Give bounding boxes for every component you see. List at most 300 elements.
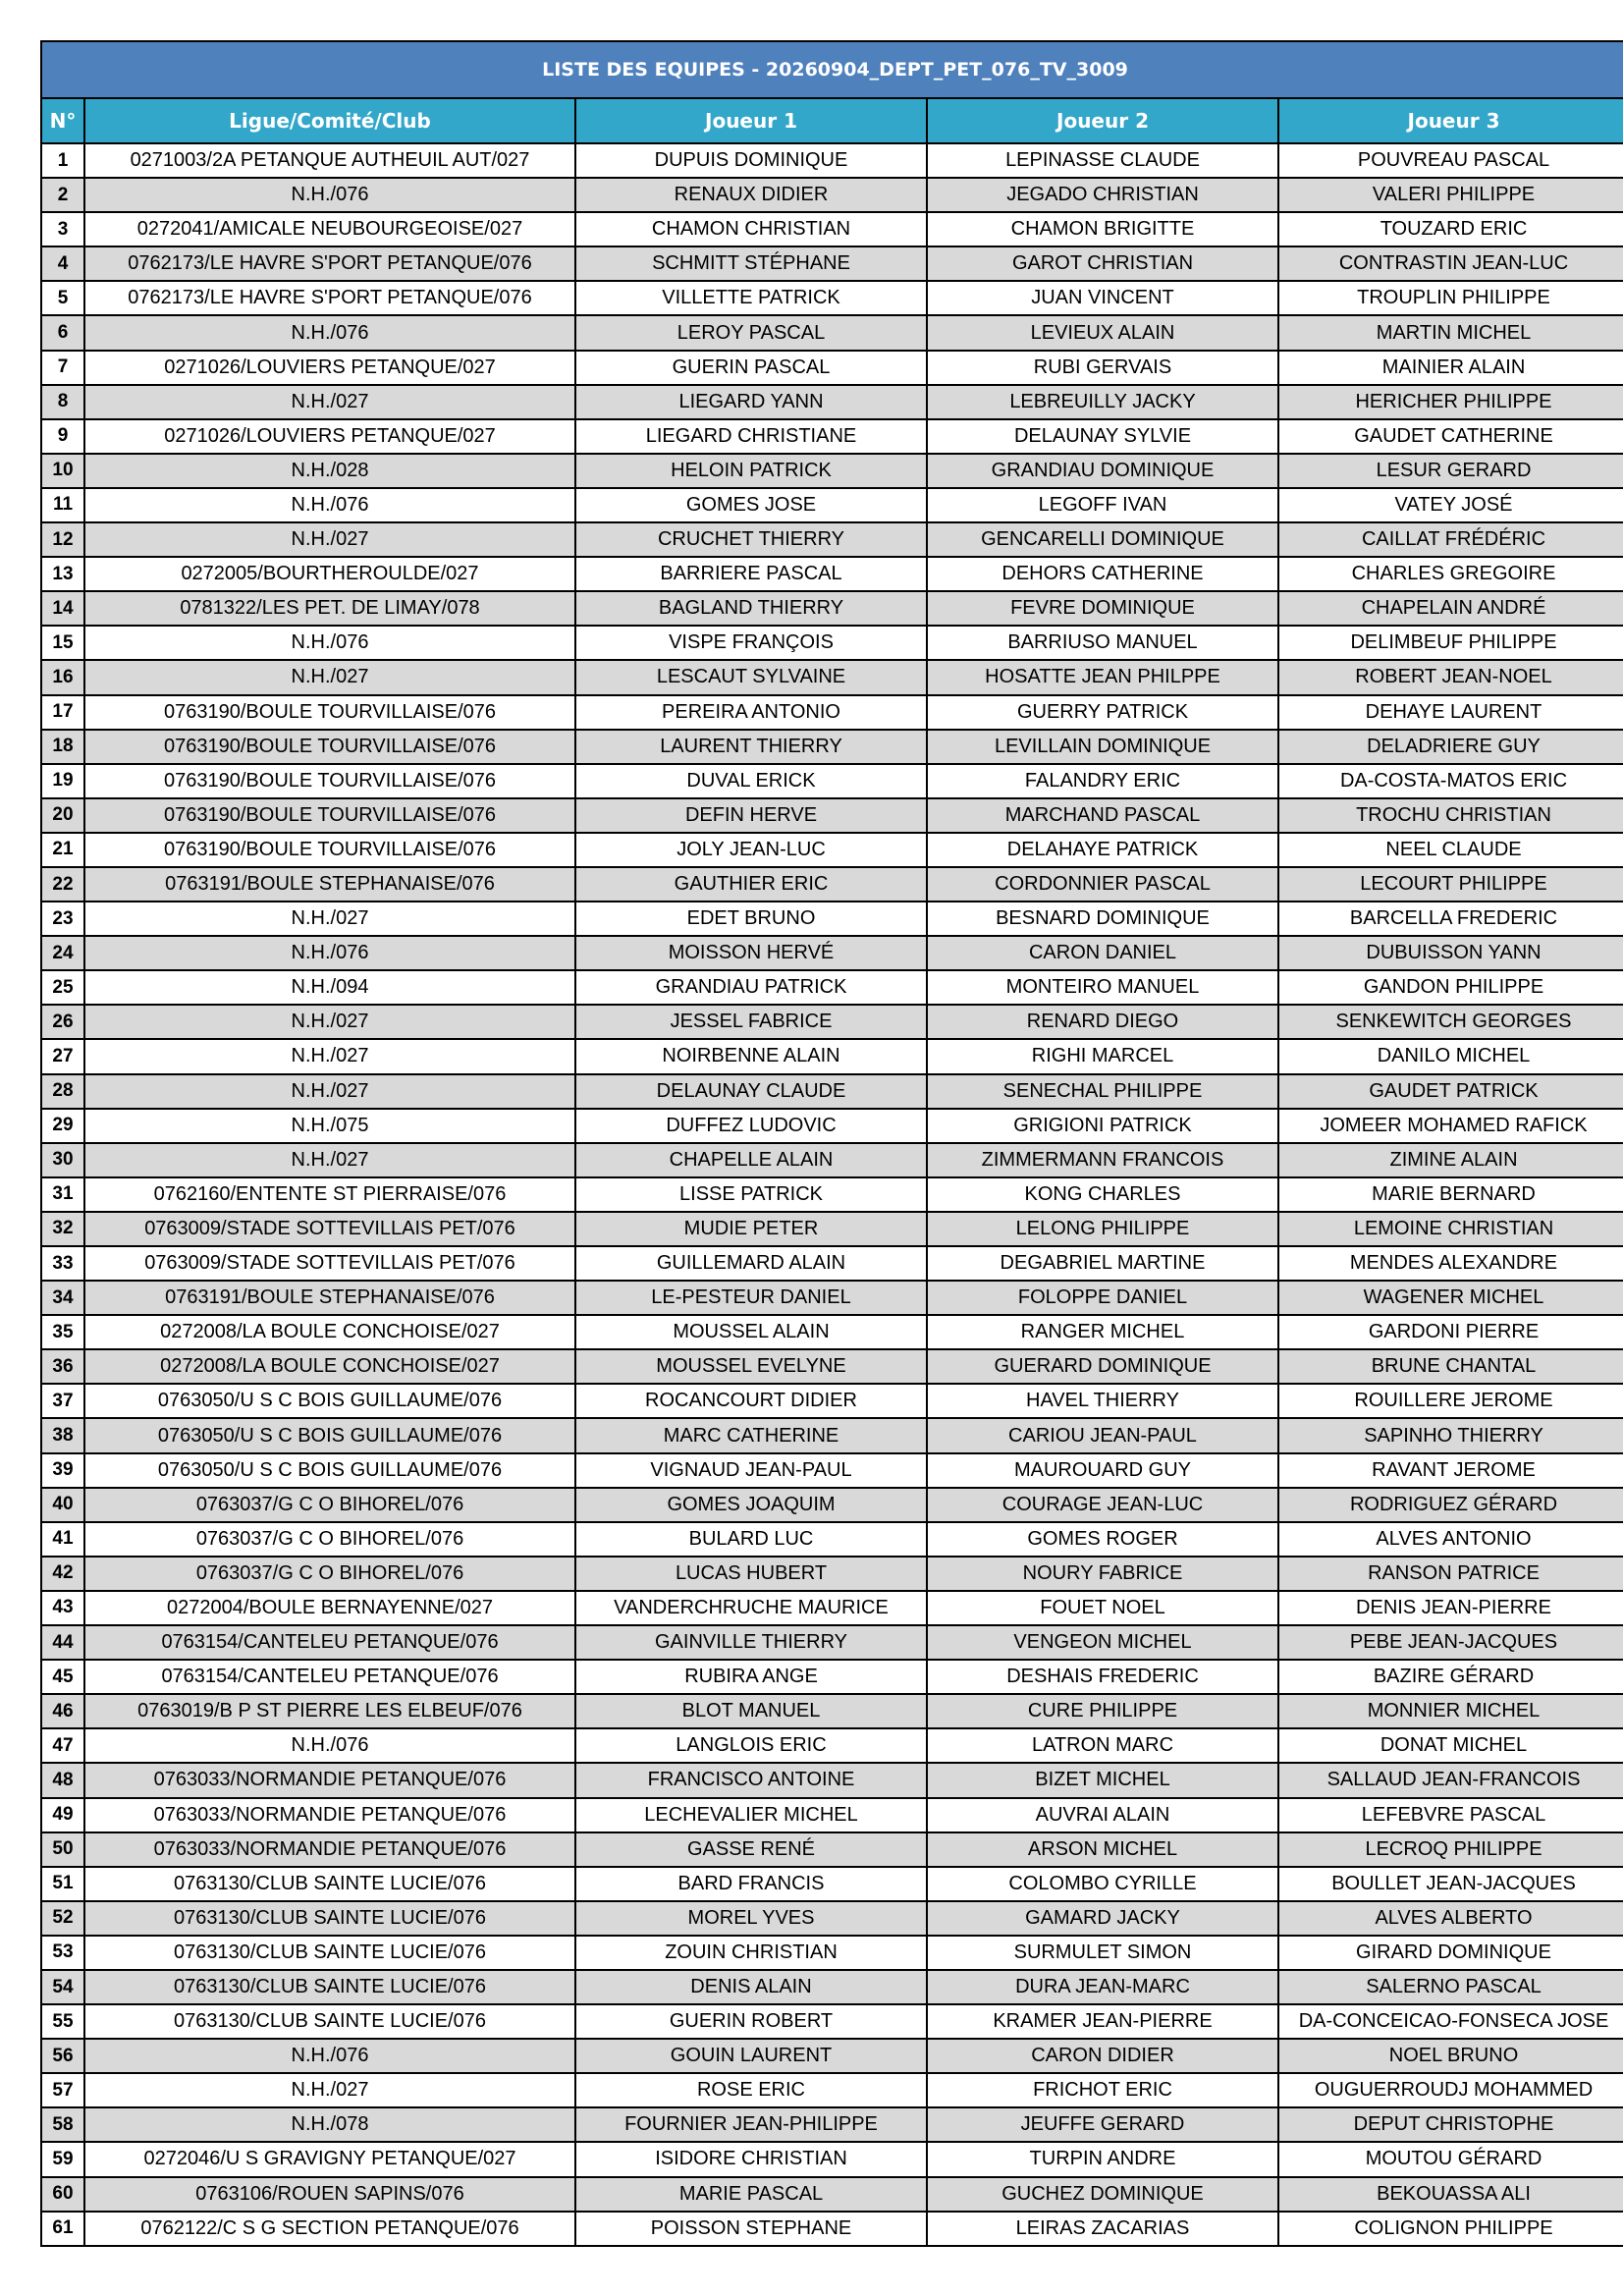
table-row: [41, 315, 1623, 350]
player-3-cell: TROUPLIN PHILIPPE: [1278, 281, 1623, 315]
club-cell: N.H./076: [84, 315, 575, 350]
club-cell: N.H./078: [84, 2107, 575, 2142]
table-row: [41, 1591, 1623, 1625]
player-2-cell: BARRIUSO MANUEL: [927, 626, 1278, 660]
table-row: [41, 246, 1623, 281]
row-number: 8: [41, 385, 84, 419]
row-number: 60: [41, 2177, 84, 2212]
row-number: 32: [41, 1212, 84, 1246]
table-row: [41, 2142, 1623, 2176]
row-number: 44: [41, 1625, 84, 1660]
player-3-cell: DELIMBEUF PHILIPPE: [1278, 626, 1623, 660]
player-1-cell: RUBIRA ANGE: [575, 1660, 927, 1694]
player-3-cell: VALERI PHILIPPE: [1278, 178, 1623, 212]
club-cell: N.H./076: [84, 2039, 575, 2073]
table-row: [41, 522, 1623, 557]
player-3-cell: SAPINHO THIERRY: [1278, 1418, 1623, 1452]
player-1-cell: GOUIN LAURENT: [575, 2039, 927, 2073]
player-1-cell: JESSEL FABRICE: [575, 1005, 927, 1039]
column-header-player-3: Joueur 3: [1278, 98, 1623, 143]
player-3-cell: CONTRASTIN JEAN-LUC: [1278, 246, 1623, 281]
table-row: [41, 2004, 1623, 2039]
player-3-cell: RAVANT JEROME: [1278, 1453, 1623, 1488]
player-3-cell: NEEL CLAUDE: [1278, 833, 1623, 867]
table-row: [41, 1867, 1623, 1901]
player-3-cell: MARTIN MICHEL: [1278, 315, 1623, 350]
club-cell: 0763033/NORMANDIE PETANQUE/076: [84, 1832, 575, 1867]
table-row: [41, 867, 1623, 902]
club-cell: 0272041/AMICALE NEUBOURGEOISE/027: [84, 212, 575, 246]
table-row: [41, 660, 1623, 694]
row-number: 49: [41, 1798, 84, 1832]
row-number: 46: [41, 1694, 84, 1728]
club-cell: N.H./027: [84, 1143, 575, 1177]
club-cell: N.H./075: [84, 1109, 575, 1143]
player-3-cell: MONNIER MICHEL: [1278, 1694, 1623, 1728]
player-3-cell: GAUDET PATRICK: [1278, 1074, 1623, 1109]
club-cell: 0272004/BOULE BERNAYENNE/027: [84, 1591, 575, 1625]
club-cell: 0272005/BOURTHEROULDE/027: [84, 557, 575, 591]
row-number: 41: [41, 1522, 84, 1557]
table-row: [41, 730, 1623, 764]
player-1-cell: EDET BRUNO: [575, 902, 927, 936]
table-row: [41, 1522, 1623, 1557]
table-row: [41, 419, 1623, 454]
player-3-cell: CHAPELAIN ANDRÉ: [1278, 591, 1623, 626]
player-2-cell: LEPINASSE CLAUDE: [927, 143, 1278, 178]
table-row: [41, 1143, 1623, 1177]
player-3-cell: GANDON PHILIPPE: [1278, 970, 1623, 1005]
table-row: [41, 1901, 1623, 1936]
row-number: 12: [41, 522, 84, 557]
club-cell: N.H./076: [84, 936, 575, 970]
table-row: [41, 1418, 1623, 1452]
player-3-cell: RODRIGUEZ GÉRARD: [1278, 1488, 1623, 1522]
row-number: 27: [41, 1039, 84, 1073]
row-number: 57: [41, 2073, 84, 2107]
club-cell: 0763154/CANTELEU PETANQUE/076: [84, 1625, 575, 1660]
player-2-cell: LEGOFF IVAN: [927, 488, 1278, 522]
player-1-cell: LEROY PASCAL: [575, 315, 927, 350]
player-2-cell: TURPIN ANDRE: [927, 2142, 1278, 2176]
player-3-cell: SENKEWITCH GEORGES: [1278, 1005, 1623, 1039]
table-row: [41, 1488, 1623, 1522]
table-row: [41, 1660, 1623, 1694]
table-row: [41, 2039, 1623, 2073]
player-1-cell: RENAUX DIDIER: [575, 178, 927, 212]
club-cell: 0763190/BOULE TOURVILLAISE/076: [84, 764, 575, 798]
table-row: [41, 1970, 1623, 2004]
row-number: 33: [41, 1246, 84, 1281]
table-row: [41, 143, 1623, 178]
row-number: 13: [41, 557, 84, 591]
player-2-cell: GUERARD DOMINIQUE: [927, 1349, 1278, 1384]
player-1-cell: JOLY JEAN-LUC: [575, 833, 927, 867]
player-3-cell: CHARLES GREGOIRE: [1278, 557, 1623, 591]
player-1-cell: LUCAS HUBERT: [575, 1557, 927, 1591]
player-3-cell: MENDES ALEXANDRE: [1278, 1246, 1623, 1281]
club-cell: 0763190/BOULE TOURVILLAISE/076: [84, 833, 575, 867]
header-row: [41, 98, 1623, 143]
player-1-cell: POISSON STEPHANE: [575, 2212, 927, 2246]
row-number: 10: [41, 454, 84, 488]
player-3-cell: BOULLET JEAN-JACQUES: [1278, 1867, 1623, 1901]
player-1-cell: LESCAUT SYLVAINE: [575, 660, 927, 694]
table-row: [41, 1074, 1623, 1109]
player-1-cell: GRANDIAU PATRICK: [575, 970, 927, 1005]
player-3-cell: RANSON PATRICE: [1278, 1557, 1623, 1591]
player-1-cell: BARRIERE PASCAL: [575, 557, 927, 591]
row-number: 35: [41, 1315, 84, 1349]
table-row: [41, 454, 1623, 488]
club-cell: 0762173/LE HAVRE S'PORT PETANQUE/076: [84, 281, 575, 315]
player-3-cell: VATEY JOSÉ: [1278, 488, 1623, 522]
club-cell: N.H./027: [84, 1074, 575, 1109]
player-1-cell: MARC CATHERINE: [575, 1418, 927, 1452]
club-cell: N.H./027: [84, 2073, 575, 2107]
player-3-cell: BRUNE CHANTAL: [1278, 1349, 1623, 1384]
row-number: 55: [41, 2004, 84, 2039]
row-number: 25: [41, 970, 84, 1005]
club-cell: 0763037/G C O BIHOREL/076: [84, 1557, 575, 1591]
player-3-cell: OUGUERROUDJ MOHAMMED: [1278, 2073, 1623, 2107]
club-cell: 0271026/LOUVIERS PETANQUE/027: [84, 351, 575, 385]
player-2-cell: CHAMON BRIGITTE: [927, 212, 1278, 246]
teams-table: [40, 40, 1623, 2247]
column-header-player-2: Joueur 2: [927, 98, 1278, 143]
player-2-cell: GOMES ROGER: [927, 1522, 1278, 1557]
player-3-cell: ALVES ANTONIO: [1278, 1522, 1623, 1557]
player-2-cell: JUAN VINCENT: [927, 281, 1278, 315]
row-number: 38: [41, 1418, 84, 1452]
row-number: 31: [41, 1177, 84, 1212]
row-number: 45: [41, 1660, 84, 1694]
player-3-cell: BEKOUASSA ALI: [1278, 2177, 1623, 2212]
club-cell: N.H./027: [84, 1005, 575, 1039]
row-number: 53: [41, 1936, 84, 1970]
club-cell: 0763154/CANTELEU PETANQUE/076: [84, 1660, 575, 1694]
club-cell: N.H./076: [84, 488, 575, 522]
player-1-cell: GOMES JOSE: [575, 488, 927, 522]
player-1-cell: LIEGARD YANN: [575, 385, 927, 419]
player-3-cell: BAZIRE GÉRARD: [1278, 1660, 1623, 1694]
table-row: [41, 1763, 1623, 1797]
player-1-cell: CHAMON CHRISTIAN: [575, 212, 927, 246]
player-3-cell: ALVES ALBERTO: [1278, 1901, 1623, 1936]
player-2-cell: AUVRAI ALAIN: [927, 1798, 1278, 1832]
player-3-cell: WAGENER MICHEL: [1278, 1281, 1623, 1315]
player-2-cell: CARON DANIEL: [927, 936, 1278, 970]
player-2-cell: FRICHOT ERIC: [927, 2073, 1278, 2107]
club-cell: 0763019/B P ST PIERRE LES ELBEUF/076: [84, 1694, 575, 1728]
player-2-cell: SURMULET SIMON: [927, 1936, 1278, 1970]
row-number: 3: [41, 212, 84, 246]
club-cell: 0763106/ROUEN SAPINS/076: [84, 2177, 575, 2212]
player-2-cell: DEHORS CATHERINE: [927, 557, 1278, 591]
row-number: 58: [41, 2107, 84, 2142]
player-1-cell: FOURNIER JEAN-PHILIPPE: [575, 2107, 927, 2142]
club-cell: 0763050/U S C BOIS GUILLAUME/076: [84, 1384, 575, 1418]
player-3-cell: SALLAUD JEAN-FRANCOIS: [1278, 1763, 1623, 1797]
club-cell: 0763033/NORMANDIE PETANQUE/076: [84, 1763, 575, 1797]
player-3-cell: DA-CONCEICAO-FONSECA JOSE: [1278, 2004, 1623, 2039]
club-cell: N.H./027: [84, 660, 575, 694]
table-row: [41, 1694, 1623, 1728]
player-2-cell: MAUROUARD GUY: [927, 1453, 1278, 1488]
player-2-cell: ARSON MICHEL: [927, 1832, 1278, 1867]
player-3-cell: LEFEBVRE PASCAL: [1278, 1798, 1623, 1832]
table-row: [41, 178, 1623, 212]
player-1-cell: VIGNAUD JEAN-PAUL: [575, 1453, 927, 1488]
player-3-cell: CAILLAT FRÉDÉRIC: [1278, 522, 1623, 557]
player-3-cell: ROUILLERE JEROME: [1278, 1384, 1623, 1418]
row-number: 18: [41, 730, 84, 764]
club-cell: 0763130/CLUB SAINTE LUCIE/076: [84, 1936, 575, 1970]
row-number: 52: [41, 1901, 84, 1936]
player-2-cell: LEBREUILLY JACKY: [927, 385, 1278, 419]
club-cell: N.H./076: [84, 178, 575, 212]
player-2-cell: LEIRAS ZACARIAS: [927, 2212, 1278, 2246]
club-cell: 0763009/STADE SOTTEVILLAIS PET/076: [84, 1212, 575, 1246]
player-1-cell: MOISSON HERVÉ: [575, 936, 927, 970]
player-3-cell: BARCELLA FREDERIC: [1278, 902, 1623, 936]
club-cell: N.H./027: [84, 522, 575, 557]
table-row: [41, 1212, 1623, 1246]
player-1-cell: DUFFEZ LUDOVIC: [575, 1109, 927, 1143]
player-1-cell: GUILLEMARD ALAIN: [575, 1246, 927, 1281]
row-number: 4: [41, 246, 84, 281]
player-3-cell: LESUR GERARD: [1278, 454, 1623, 488]
row-number: 17: [41, 695, 84, 730]
player-1-cell: GAUTHIER ERIC: [575, 867, 927, 902]
player-2-cell: HAVEL THIERRY: [927, 1384, 1278, 1418]
row-number: 51: [41, 1867, 84, 1901]
player-1-cell: VANDERCHRUCHE MAURICE: [575, 1591, 927, 1625]
row-number: 24: [41, 936, 84, 970]
club-cell: 0763130/CLUB SAINTE LUCIE/076: [84, 2004, 575, 2039]
club-cell: 0762173/LE HAVRE S'PORT PETANQUE/076: [84, 246, 575, 281]
player-1-cell: HELOIN PATRICK: [575, 454, 927, 488]
row-number: 54: [41, 1970, 84, 2004]
player-2-cell: LEVILLAIN DOMINIQUE: [927, 730, 1278, 764]
player-2-cell: DURA JEAN-MARC: [927, 1970, 1278, 2004]
club-cell: 0763050/U S C BOIS GUILLAUME/076: [84, 1418, 575, 1452]
row-number: 36: [41, 1349, 84, 1384]
player-2-cell: RIGHI MARCEL: [927, 1039, 1278, 1073]
table-row: [41, 212, 1623, 246]
table-row: [41, 798, 1623, 833]
row-number: 59: [41, 2142, 84, 2176]
player-2-cell: GUERRY PATRICK: [927, 695, 1278, 730]
club-cell: 0763037/G C O BIHOREL/076: [84, 1522, 575, 1557]
player-3-cell: TOUZARD ERIC: [1278, 212, 1623, 246]
player-1-cell: GASSE RENÉ: [575, 1832, 927, 1867]
player-2-cell: KONG CHARLES: [927, 1177, 1278, 1212]
club-cell: 0762122/C S G SECTION PETANQUE/076: [84, 2212, 575, 2246]
row-number: 40: [41, 1488, 84, 1522]
player-2-cell: FOLOPPE DANIEL: [927, 1281, 1278, 1315]
player-1-cell: ROCANCOURT DIDIER: [575, 1384, 927, 1418]
row-number: 43: [41, 1591, 84, 1625]
row-number: 50: [41, 1832, 84, 1867]
player-3-cell: PEBE JEAN-JACQUES: [1278, 1625, 1623, 1660]
row-number: 15: [41, 626, 84, 660]
row-number: 5: [41, 281, 84, 315]
player-1-cell: DENIS ALAIN: [575, 1970, 927, 2004]
player-2-cell: LATRON MARC: [927, 1728, 1278, 1763]
player-3-cell: GIRARD DOMINIQUE: [1278, 1936, 1623, 1970]
player-3-cell: DENIS JEAN-PIERRE: [1278, 1591, 1623, 1625]
player-3-cell: DANILO MICHEL: [1278, 1039, 1623, 1073]
player-1-cell: LAURENT THIERRY: [575, 730, 927, 764]
row-number: 47: [41, 1728, 84, 1763]
player-2-cell: RANGER MICHEL: [927, 1315, 1278, 1349]
player-1-cell: ZOUIN CHRISTIAN: [575, 1936, 927, 1970]
row-number: 1: [41, 143, 84, 178]
table-row: [41, 2107, 1623, 2142]
player-1-cell: MOUSSEL EVELYNE: [575, 1349, 927, 1384]
player-2-cell: COURAGE JEAN-LUC: [927, 1488, 1278, 1522]
table-row: [41, 557, 1623, 591]
table-row: [41, 281, 1623, 315]
row-number: 20: [41, 798, 84, 833]
row-number: 37: [41, 1384, 84, 1418]
player-2-cell: BESNARD DOMINIQUE: [927, 902, 1278, 936]
club-cell: 0763050/U S C BOIS GUILLAUME/076: [84, 1453, 575, 1488]
player-1-cell: VISPE FRANÇOIS: [575, 626, 927, 660]
table-row: [41, 2212, 1623, 2246]
table-row: [41, 902, 1623, 936]
player-3-cell: JOMEER MOHAMED RAFICK: [1278, 1109, 1623, 1143]
player-2-cell: CARIOU JEAN-PAUL: [927, 1418, 1278, 1452]
table-row: [41, 1005, 1623, 1039]
club-cell: 0272008/LA BOULE CONCHOISE/027: [84, 1349, 575, 1384]
club-cell: N.H./028: [84, 454, 575, 488]
player-2-cell: GRIGIONI PATRICK: [927, 1109, 1278, 1143]
player-1-cell: DUPUIS DOMINIQUE: [575, 143, 927, 178]
player-3-cell: POUVREAU PASCAL: [1278, 143, 1623, 178]
player-1-cell: GAINVILLE THIERRY: [575, 1625, 927, 1660]
row-number: 2: [41, 178, 84, 212]
player-2-cell: FEVRE DOMINIQUE: [927, 591, 1278, 626]
row-number: 56: [41, 2039, 84, 2073]
club-cell: N.H./027: [84, 1039, 575, 1073]
table-row: [41, 1039, 1623, 1073]
table-row: [41, 1453, 1623, 1488]
club-cell: 0763191/BOULE STEPHANAISE/076: [84, 867, 575, 902]
player-1-cell: CRUCHET THIERRY: [575, 522, 927, 557]
row-number: 29: [41, 1109, 84, 1143]
row-number: 42: [41, 1557, 84, 1591]
player-1-cell: DEFIN HERVE: [575, 798, 927, 833]
row-number: 9: [41, 419, 84, 454]
table-row: [41, 2177, 1623, 2212]
club-cell: 0763130/CLUB SAINTE LUCIE/076: [84, 1867, 575, 1901]
row-number: 11: [41, 488, 84, 522]
player-1-cell: LE-PESTEUR DANIEL: [575, 1281, 927, 1315]
player-2-cell: CARON DIDIER: [927, 2039, 1278, 2073]
player-2-cell: JEUFFE GERARD: [927, 2107, 1278, 2142]
table-row: [41, 764, 1623, 798]
row-number: 23: [41, 902, 84, 936]
player-1-cell: MOUSSEL ALAIN: [575, 1315, 927, 1349]
player-2-cell: DESHAIS FREDERIC: [927, 1660, 1278, 1694]
player-3-cell: NOEL BRUNO: [1278, 2039, 1623, 2073]
table-title: LISTE DES EQUIPES - 20260904_DEPT_PET_076_TV_3009: [41, 41, 1623, 98]
player-2-cell: SENECHAL PHILIPPE: [927, 1074, 1278, 1109]
player-2-cell: ZIMMERMANN FRANCOIS: [927, 1143, 1278, 1177]
player-1-cell: LIEGARD CHRISTIANE: [575, 419, 927, 454]
row-number: 61: [41, 2212, 84, 2246]
club-cell: 0272008/LA BOULE CONCHOISE/027: [84, 1315, 575, 1349]
row-number: 28: [41, 1074, 84, 1109]
player-3-cell: DELADRIERE GUY: [1278, 730, 1623, 764]
player-2-cell: GRANDIAU DOMINIQUE: [927, 454, 1278, 488]
club-cell: 0781322/LES PET. DE LIMAY/078: [84, 591, 575, 626]
column-header-player-1: Joueur 1: [575, 98, 927, 143]
player-2-cell: FOUET NOEL: [927, 1591, 1278, 1625]
row-number: 16: [41, 660, 84, 694]
table-row: [41, 385, 1623, 419]
table-row: [41, 626, 1623, 660]
player-3-cell: LECOURT PHILIPPE: [1278, 867, 1623, 902]
player-3-cell: MARIE BERNARD: [1278, 1177, 1623, 1212]
club-cell: 0763190/BOULE TOURVILLAISE/076: [84, 695, 575, 730]
table-row: [41, 695, 1623, 730]
player-2-cell: LEVIEUX ALAIN: [927, 315, 1278, 350]
player-2-cell: MONTEIRO MANUEL: [927, 970, 1278, 1005]
player-1-cell: GUERIN PASCAL: [575, 351, 927, 385]
player-2-cell: HOSATTE JEAN PHILPPE: [927, 660, 1278, 694]
table-row: [41, 1177, 1623, 1212]
player-1-cell: ROSE ERIC: [575, 2073, 927, 2107]
column-header-club: Ligue/Comité/Club: [84, 98, 575, 143]
player-3-cell: COLIGNON PHILIPPE: [1278, 2212, 1623, 2246]
club-cell: 0271003/2A PETANQUE AUTHEUIL AUT/027: [84, 143, 575, 178]
table-row: [41, 488, 1623, 522]
player-1-cell: MUDIE PETER: [575, 1212, 927, 1246]
player-1-cell: FRANCISCO ANTOINE: [575, 1763, 927, 1797]
player-1-cell: VILLETTE PATRICK: [575, 281, 927, 315]
table-row: [41, 833, 1623, 867]
table-row: [41, 936, 1623, 970]
club-cell: 0763190/BOULE TOURVILLAISE/076: [84, 798, 575, 833]
row-number: 22: [41, 867, 84, 902]
club-cell: N.H./076: [84, 1728, 575, 1763]
player-2-cell: CURE PHILIPPE: [927, 1694, 1278, 1728]
player-2-cell: NOURY FABRICE: [927, 1557, 1278, 1591]
player-1-cell: DUVAL ERICK: [575, 764, 927, 798]
player-2-cell: DEGABRIEL MARTINE: [927, 1246, 1278, 1281]
player-2-cell: DELAUNAY SYLVIE: [927, 419, 1278, 454]
player-1-cell: MARIE PASCAL: [575, 2177, 927, 2212]
row-number: 34: [41, 1281, 84, 1315]
club-cell: 0272046/U S GRAVIGNY PETANQUE/027: [84, 2142, 575, 2176]
player-3-cell: DEPUT CHRISTOPHE: [1278, 2107, 1623, 2142]
player-3-cell: GAUDET CATHERINE: [1278, 419, 1623, 454]
row-number: 39: [41, 1453, 84, 1488]
table-row: [41, 1798, 1623, 1832]
club-cell: 0763033/NORMANDIE PETANQUE/076: [84, 1798, 575, 1832]
player-3-cell: DEHAYE LAURENT: [1278, 695, 1623, 730]
player-3-cell: DONAT MICHEL: [1278, 1728, 1623, 1763]
player-1-cell: PEREIRA ANTONIO: [575, 695, 927, 730]
table-body: [41, 143, 1623, 2246]
club-cell: N.H./027: [84, 385, 575, 419]
player-1-cell: LECHEVALIER MICHEL: [575, 1798, 927, 1832]
row-number: 48: [41, 1763, 84, 1797]
player-1-cell: ISIDORE CHRISTIAN: [575, 2142, 927, 2176]
